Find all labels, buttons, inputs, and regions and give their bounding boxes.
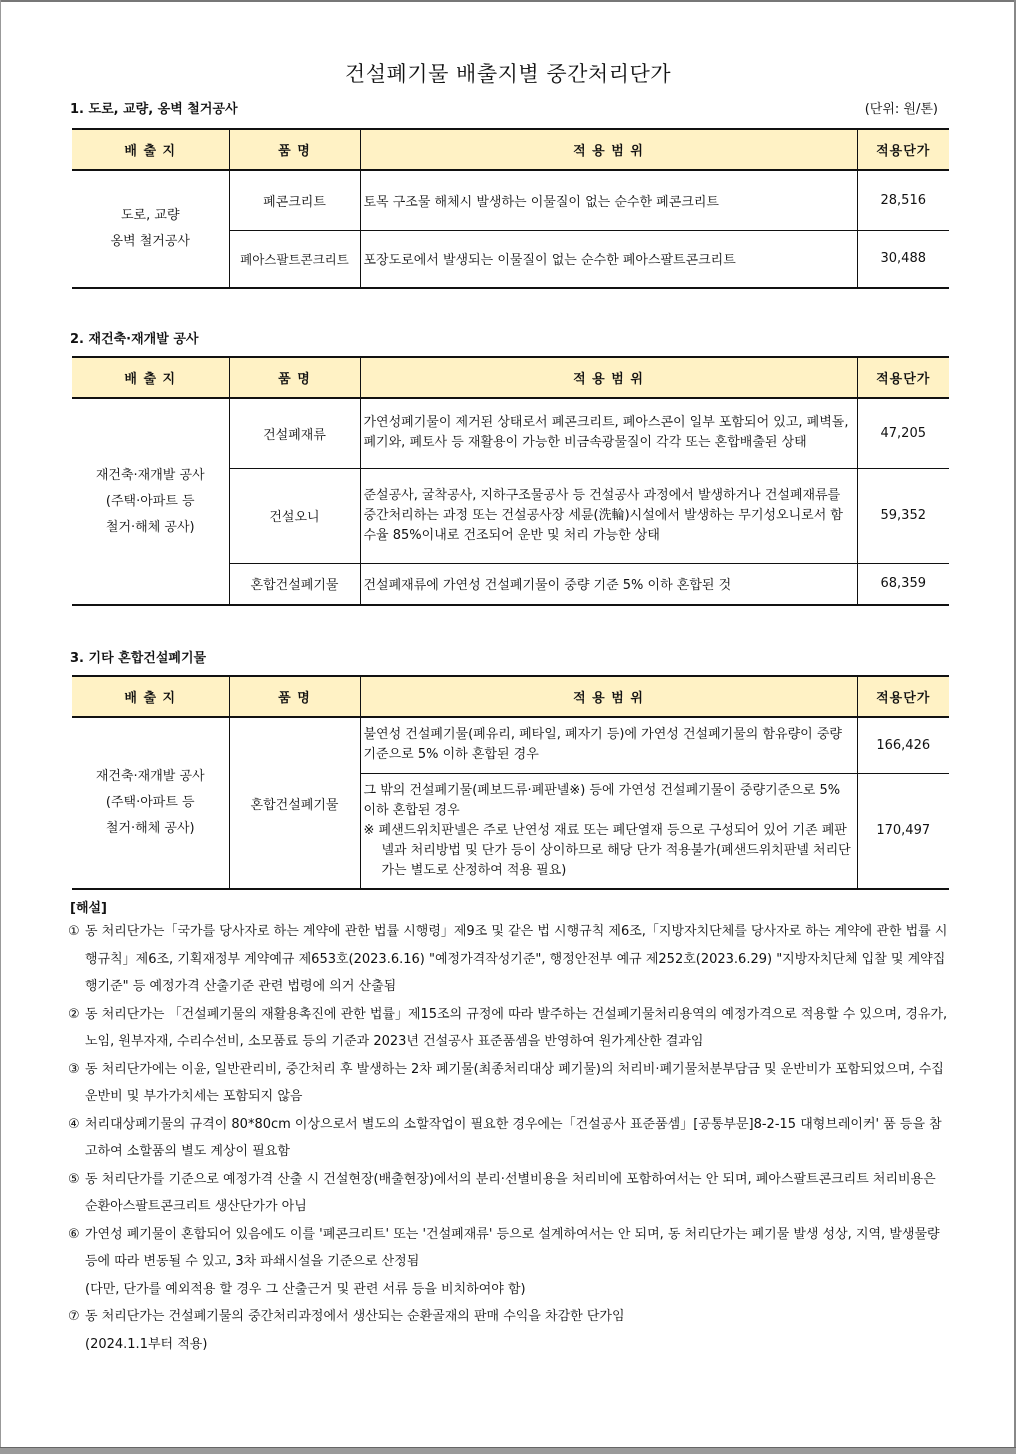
list-item: ⑤ 동 처리단가를 기준으로 예정가격 산출 시 건설현장(배출현장)에서의 분리·선별비용을 처리비에 포함하여서는 안 되며, 폐아스팔트콘크리트 처리비용은 순환아스팔트콘크리트 생산단가가 아님 [68, 1171, 936, 1214]
source-cell: 재건축·재개발 공사 (주택·아파트 등 철거·해체 공사) [72, 398, 229, 605]
page-border-bottom [0, 1447, 1016, 1454]
price-cell: 170,497 [857, 773, 949, 889]
item-cell: 혼합건설폐기물 [229, 717, 360, 889]
scope-cell: 불연성 건설폐기물(폐유리, 폐타일, 폐자기 등)에 가연성 건설폐기물의 함유량이 중량 기준으로 5% 이하 혼합된 경우 [360, 717, 857, 773]
section1-table [72, 128, 949, 289]
scope-cell: 토목 구조물 해체시 발생하는 이물질이 없는 순수한 폐콘크리트 [360, 170, 857, 230]
header-price: 적용단가 [857, 357, 949, 398]
commentary-list [70, 918, 950, 1358]
page-border-left [0, 0, 1, 1454]
item-cell: 혼합건설폐기물 [229, 563, 360, 605]
price-cell: 30,488 [857, 230, 949, 288]
page-title: 건설폐기물 배출지별 중간처리단가 [344, 62, 672, 86]
commentary-heading: [해설] [70, 901, 107, 916]
header-scope: 적 용 범 위 [360, 129, 857, 170]
source-cell: 도로, 교량 옹벽 철거공사 [72, 170, 229, 288]
source-cell: 재건축·재개발 공사 (주택·아파트 등 철거·해체 공사) [72, 717, 229, 889]
table-row [72, 398, 949, 468]
section3-heading: 3. 기타 혼합건설폐기물 [70, 651, 207, 666]
scope-cell: 포장도로에서 발생되는 이물질이 없는 순수한 폐아스팔트콘크리트 [360, 230, 857, 288]
scope-cell: 가연성폐기물이 제거된 상태로서 폐콘크리트, 폐아스콘이 일부 포함되어 있고, 폐벽돌, 폐기와, 폐토사 등 재활용이 가능한 비금속광물질이 각각 또는 혼합배출된 상태 [360, 398, 857, 468]
header-source: 배 출 지 [72, 357, 229, 398]
list-item: ② 동 처리단가는 「건설폐기물의 재활용촉진에 관한 법률」제15조의 규정에 따라 발주하는 건설폐기물처리용역의 예정가격으로 적용할 수 있으며, 경유가, 노임, 원부자재, 수리수선비, 소모품료 등의 기준과 2023년 건설공사 표준품셈을 반영하여 원가계산한 결과임 [68, 1006, 948, 1049]
footnote: ※ 폐샌드위치판넬은 주로 난연성 재료 또는 폐단열재 등으로 구성되어 있어 기존 폐판넬과 처리방법 및 단가 등이 상이하므로 해당 단가 적용불가(폐샌드위치판넬 처리단가는 별도로 산정하여 적용 필요) [363, 822, 851, 878]
list-item: ⑦ 동 처리단가는 건설폐기물의 중간처리과정에서 생산되는 순환골재의 판매 수익을 차감한 단가임 (2024.1.1부터 적용) [68, 1309, 625, 1352]
item-cell: 건설폐재류 [229, 398, 360, 468]
list-item: ③ 동 처리단가에는 이윤, 일반관리비, 중간처리 후 발생하는 2차 폐기물(최종처리대상 폐기물)의 처리비·폐기물처분부담금 및 운반비가 포함되었으며, 수집운반비 및 부가가치세는 포함되지 않음 [68, 1061, 944, 1104]
price-cell: 68,359 [857, 563, 949, 605]
table-row [72, 170, 949, 230]
scope-cell: 그 밖의 건설폐기물(폐보드류·폐판넬※) 등에 가연성 건설폐기물이 중량기준으로 5% 이하 혼합된 경우 ※ 폐샌드위치판넬은 주로 난연성 재료 또는 폐단열재 등으로 구성되어 있어 기존 폐판넬과 처리방법 및 단가 등이 상이하므로 해당 단가 적용불가(폐샌드위치판넬 처리단가는 별도로 산정하여 적용 필요) [360, 773, 857, 889]
price-cell: 166,426 [857, 717, 949, 773]
unit-label: (단위: 원/톤) [864, 102, 938, 117]
item-cell: 폐아스팔트콘크리트 [229, 230, 360, 288]
list-item: ⑥ 가연성 폐기물이 혼합되어 있음에도 이를 '폐콘크리트' 또는 '건설폐재류' 등으로 설계하여서는 안 되며, 동 처리단가는 폐기물 발생 성상, 지역, 발생물량 등에 따라 변동될 수 있고, 3차 파쇄시설을 기준으로 산정됨 (다만, 단가를 예외적용 할 경우 그 산출근거 및 관련 서류 등을 비치하여야 함) [68, 1226, 940, 1297]
table-row [72, 717, 949, 773]
scope-cell: 건설폐재류에 가연성 건설폐기물이 중량 기준 5% 이하 혼합된 것 [360, 563, 857, 605]
section3-table [72, 675, 949, 890]
header-price: 적용단가 [857, 676, 949, 717]
header-scope: 적 용 범 위 [360, 357, 857, 398]
header-item: 품 명 [229, 357, 360, 398]
header-price: 적용단가 [857, 129, 949, 170]
section2-heading: 2. 재건축·재개발 공사 [70, 332, 199, 347]
item-cell: 건설오니 [229, 468, 360, 563]
price-cell: 28,516 [857, 170, 949, 230]
page-border-top [0, 0, 1016, 2]
item-cell: 폐콘크리트 [229, 170, 360, 230]
price-cell: 59,352 [857, 468, 949, 563]
header-scope: 적 용 범 위 [360, 676, 857, 717]
header-source: 배 출 지 [72, 129, 229, 170]
section1-heading: 1. 도로, 교량, 옹벽 철거공사 [70, 102, 238, 117]
header-item: 품 명 [229, 129, 360, 170]
list-item: ① 동 처리단가는「국가를 당사자로 하는 계약에 관한 법률 시행령」제9조 및 같은 법 시행규칙 제6조,「지방자치단체를 당사자로 하는 계약에 관한 법률 시행규칙」제6조, 기획재정부 계약예규 제653호(2023.6.16) "예정가격작성기준", 행정안전부 예규 제252호(2023.6.29) "지방자치단체 입찰 및 계약집행기준" 등 예정가격 산출기준 관련 법령에 의거 산출됨 [68, 924, 948, 994]
price-cell: 47,205 [857, 398, 949, 468]
header-item: 품 명 [229, 676, 360, 717]
scope-cell: 준설공사, 굴착공사, 지하구조물공사 등 건설공사 과정에서 발생하거나 건설폐재류를 중간처리하는 과정 또는 건설공사장 세륜(洗輪)시설에서 발생하는 무기성오니로서 함수율 85%이내로 건조되어 운반 및 처리 가능한 상태 [360, 468, 857, 563]
section2-table [72, 356, 949, 606]
list-item: ④ 처리대상폐기물의 규격이 80*80cm 이상으로서 별도의 소할작업이 필요한 경우에는「건설공사 표준품셈」[공통부문]8-2-15 대형브레이커' 품 등을 참고하여 소할품의 별도 계상이 필요함 [68, 1116, 942, 1159]
header-source: 배 출 지 [72, 676, 229, 717]
